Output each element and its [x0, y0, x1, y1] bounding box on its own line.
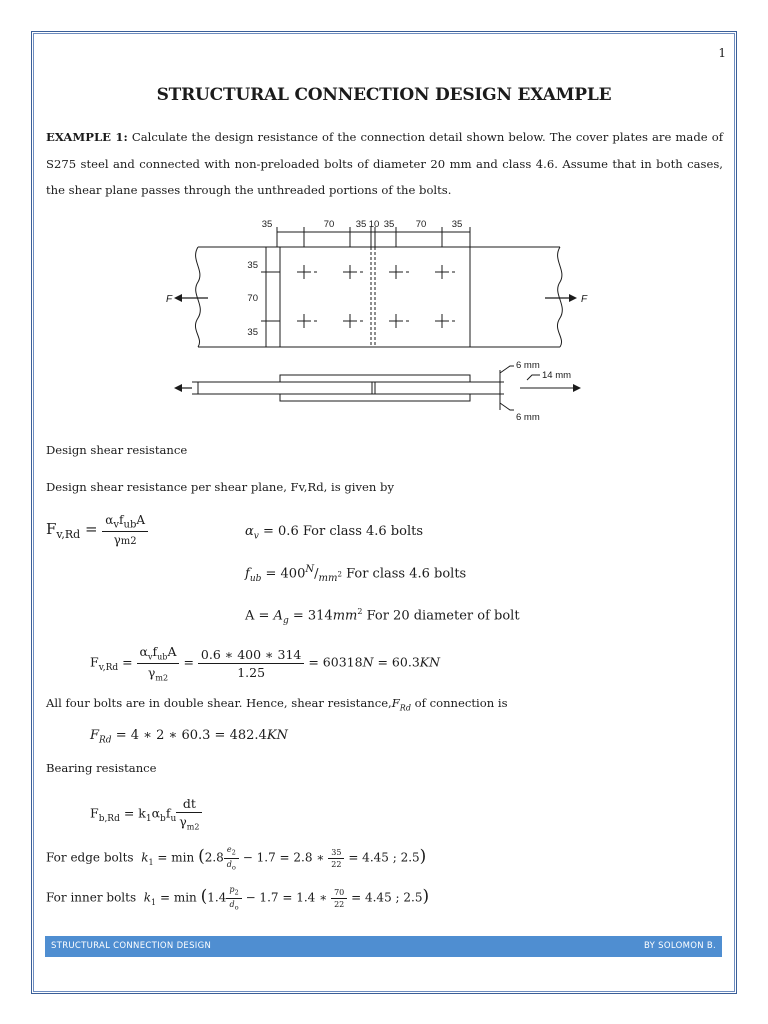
- calc-result-unit: N: [362, 654, 374, 670]
- page-number: 1: [718, 46, 726, 60]
- dim-top-1: 35: [261, 219, 273, 230]
- side-elevation: [192, 366, 575, 410]
- bolt-3: [389, 265, 409, 279]
- frd-unit: KN: [266, 728, 288, 743]
- force-left-label: F: [166, 294, 173, 305]
- side-elevation-arrows: [174, 384, 581, 392]
- gamma-sub: m2: [120, 536, 137, 548]
- fub-text: For class 4.6 bolts: [341, 566, 467, 582]
- inner-frac-num: 70: [331, 888, 347, 899]
- edge-label: For edge bolts: [46, 850, 134, 865]
- edge-mid: − 1.7 = 2.8 ∗: [242, 850, 325, 865]
- shear-intro: Design shear resistance per shear plane, Fv,Rd, is given by: [46, 480, 394, 494]
- inner-mid: − 1.7 = 1.4 ∗: [245, 890, 328, 905]
- area-line: $A = A_g = 314mm^2$ For 20 diameter of bolt: [245, 607, 520, 626]
- dim-top-2: 70: [323, 219, 335, 230]
- bolt-2: [343, 265, 363, 279]
- force-right-label: F: [581, 294, 588, 305]
- calc-frac-1: $\frac{\alpha_vf_{ub}A}{\gamma_{m2}}$: [137, 644, 180, 682]
- four-bolts-line: All four bolts are in double shear. Hence, shear $resistance,F_{Rd}$ of connection is: [46, 696, 508, 713]
- dim-top-3: 35: [355, 219, 367, 230]
- fub-line: $f_{ub} = 400^N/_{mm^2}$ For class 4.6 bolts: [245, 564, 467, 584]
- inner-frac-den: 22: [334, 899, 345, 909]
- area-value: = 314: [288, 608, 333, 624]
- inner-min: = min: [159, 890, 197, 905]
- alpha-sub: v: [113, 519, 120, 531]
- dim-side-2: 70: [247, 293, 258, 304]
- fub-unit-d: mm: [318, 572, 338, 584]
- bearing-heading: Bearing resistance: [46, 761, 157, 775]
- bolt-1: [297, 265, 317, 279]
- edge-bolts-line: For edge bolts $k_1 = \min (2.8$ $\frac{e_2}{d_o}$ − 1.7 = 2.8 ∗ $\frac{35}{22}$ = 4.45 ; 2.5): [46, 845, 427, 872]
- inner-bolts-line: For inner bolts $k_1 = \min (1.4$ $\frac{p_2}{d_o}$ − 1.7 = 1.4 ∗ $\frac{70}{22}$ = 4.45 ; 2.5): [46, 885, 430, 912]
- side-dimension-labels: [247, 260, 258, 338]
- frd-line: $F_{Rd} = 4$ ∗ 2 ∗ 60.3 = 482.4KN: [90, 728, 288, 746]
- bolt-7: [389, 314, 409, 328]
- footer-bar: [45, 936, 722, 957]
- plate-top-label: 6 mm: [516, 360, 540, 371]
- calc-num: 0.6 ∗ 400 ∗ 314: [198, 647, 304, 664]
- edge-frac-num: 35: [328, 848, 344, 859]
- dim-side-3: 35: [247, 327, 258, 338]
- shear-calculation: $F_{v,Rd}$ = $\frac{\alpha_vf_{ub}A}{\gamma_{m2}}$ = $\frac{0.6 ∗ 400 ∗ 314}{1.25}$ = 60318N = 60.3KN: [90, 644, 441, 682]
- plate-mid-label: 14 mm: [542, 370, 572, 381]
- bolt-5: [297, 314, 317, 328]
- area-unit: mm: [332, 608, 358, 624]
- dim-top-4: 10: [368, 219, 380, 230]
- edge-result: = 4.45 ; 2.5: [348, 850, 420, 865]
- top-dimension-labels: [262, 219, 463, 230]
- footer-left: STRUCTURAL CONNECTION DESIGN: [51, 941, 212, 951]
- dim-top-6: 70: [415, 219, 427, 230]
- bolt-6: [343, 314, 363, 328]
- fub-value: = 400: [265, 566, 306, 582]
- inner-result: = 4.45 ; 2.5: [351, 890, 423, 905]
- alpha-line: $\alpha_v = 0.6$ For class 4.6 bolts: [245, 524, 424, 542]
- calc-frac-2: [198, 647, 304, 680]
- edge-coef: 2.8: [204, 850, 224, 865]
- bolt-4: [435, 265, 455, 279]
- f-sub: ub: [123, 519, 137, 531]
- inner-coef: 1.4: [207, 890, 227, 905]
- calc-den: 1.25: [237, 664, 266, 680]
- four-bolts-b: of connection is: [410, 696, 508, 710]
- area-text: For 20 diameter of bolt: [362, 608, 520, 624]
- calc-result2: = 60.3: [373, 654, 420, 670]
- edge-frac-den: 22: [331, 859, 342, 869]
- page-title: STRUCTURAL CONNECTION DESIGN EXAMPLE: [156, 85, 612, 105]
- frd-value: = 4 ∗ 2 ∗ 60.3 = 482.4: [111, 728, 267, 743]
- shear-heading: Design shear resistance: [46, 443, 188, 457]
- calc-result: = 60318: [308, 654, 363, 670]
- bearing-formula: $F_{b,Rd} = k_1\alpha_bf_u$ $\frac{dt}{\gamma_{m2}}$: [90, 796, 202, 832]
- calc-result2-unit: KN: [419, 654, 441, 670]
- f-symbol: f: [119, 513, 124, 527]
- four-bolts-a: All four bolts are in double shear. Hence, shear resistance,: [46, 696, 392, 710]
- example-paragraph: [46, 124, 723, 204]
- fub-unit-n: N: [305, 564, 315, 575]
- alpha-line-text: = 0.6 For class 4.6 bolts: [263, 524, 424, 539]
- bolt-marks: [297, 265, 455, 328]
- shear-formula: $F_{v,Rd}$ = $\frac{\alpha_vf_{ub}A}{\gamma m2}$: [46, 513, 148, 547]
- bolt-8: [435, 314, 455, 328]
- inner-label: For inner bolts: [46, 890, 137, 905]
- example-label: EXAMPLE 1:: [46, 130, 128, 144]
- connection-figure: [160, 210, 600, 428]
- dim-top-5: 35: [383, 219, 395, 230]
- dim-top-7: 35: [451, 219, 463, 230]
- formula-lhs: F: [46, 520, 57, 539]
- area-a: A =: [245, 608, 274, 624]
- side-dimension-line: [261, 247, 280, 347]
- example-text: Calculate the design resistance of the connection detail shown below. The cover plates are made of S275 steel and connected with non-preloaded bolts of diameter 20 mm and class 4.6. Assume that in both cases, the shear plane passes through the unthreaded portions of the bolts.: [46, 130, 723, 197]
- edge-min: = min: [157, 850, 195, 865]
- a-symbol: A: [136, 513, 146, 527]
- footer-right: BY SOLOMON B.: [644, 941, 716, 951]
- alpha-symbol: α: [105, 513, 114, 527]
- top-dimension-line: [277, 227, 470, 247]
- bearing-frac: $\frac{dt}{\gamma_{m2}}$: [176, 796, 202, 832]
- formula-lhs-sub: v,Rd: [56, 528, 81, 542]
- dim-side-1: 35: [247, 260, 258, 271]
- gamma-symbol: γ: [113, 533, 121, 548]
- formula-fraction: [102, 513, 148, 547]
- plate-bottom-label: 6 mm: [516, 412, 540, 423]
